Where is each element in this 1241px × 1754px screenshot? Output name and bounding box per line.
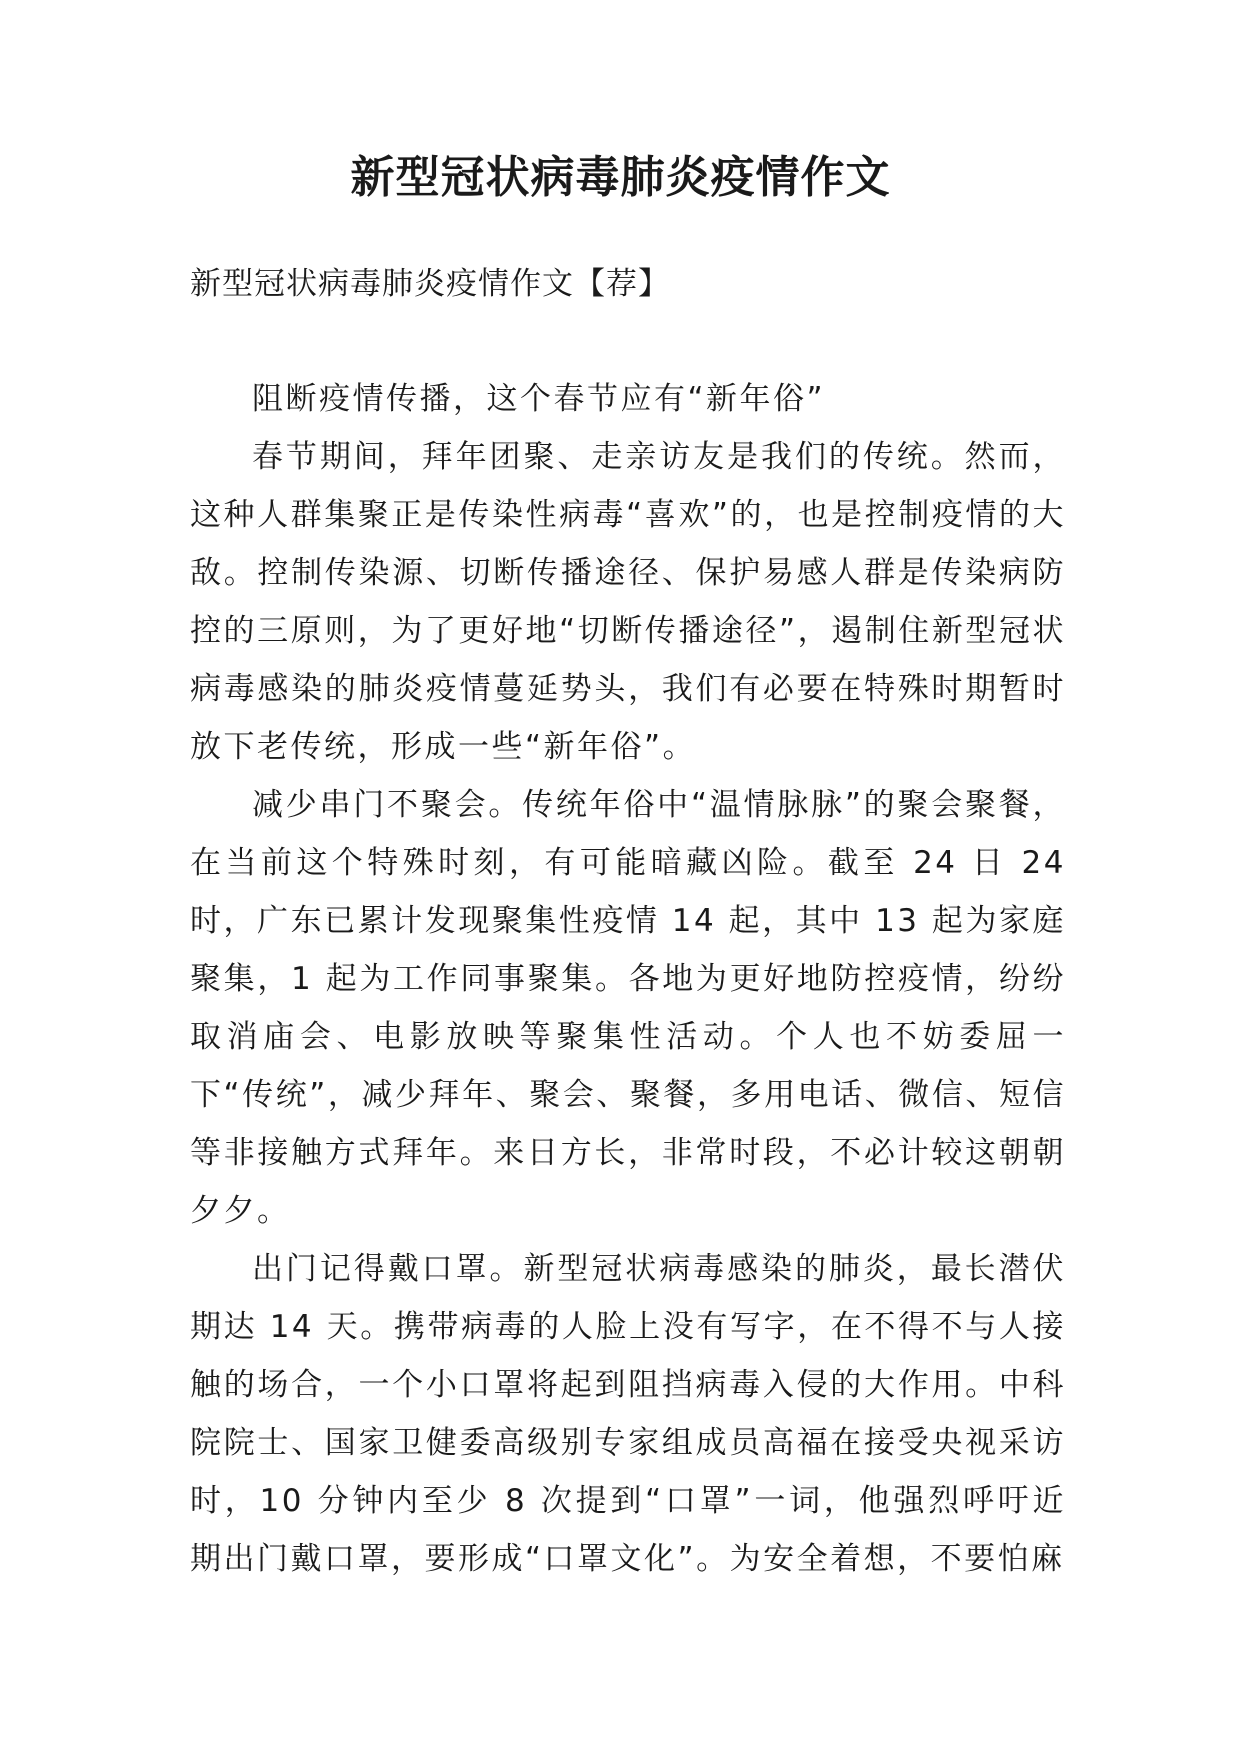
document-title: 新型冠状病毒肺炎疫情作文 — [350, 152, 891, 203]
paragraph: 减少串门不聚会。传统年俗中“温情脉脉”的聚会聚餐，在当前这个特殊时刻，有可能暗藏凶险。截至 24 日 24 时，广东已累计发现聚集性疫情 14 起，其中 13 起为家庭聚集，1 起为工作同事聚集。各地为更好地防控疫情，纷纷取消庙会、电影放映等聚集性活动。个人也不妨委屈一下“传统”，减少拜年、聚会、聚餐，多用电话、微信、短信等非接触方式拜年。来日方长，非常时段，不必计较这朝朝夕夕。 — [190, 787, 1066, 1229]
section-heading: 阻断疫情传播，这个春节应有“新年俗” — [252, 381, 826, 417]
document-body — [190, 370, 1066, 1588]
paragraph: 出门记得戴口罩。新型冠状病毒感染的肺炎，最长潜伏期达 14 天。携带病毒的人脸上没有写字，在不得不与人接触的场合，一个小口罩将起到阻挡病毒入侵的大作用。中科院院士、国家卫健委高级别专家组成员高福在接受央视采访时，10 分钟内至少 8 次提到“口罩”一词，他强烈呼吁近期出门戴口罩，要形成“口罩文化”。为安全着想，不要怕麻 — [190, 1251, 1066, 1577]
document-subtitle: 新型冠状病毒肺炎疫情作文【荐】 — [190, 266, 670, 302]
paragraph: 春节期间，拜年团聚、走亲访友是我们的传统。然而，这种人群集聚正是传染性病毒“喜欢”的，也是控制疫情的大敌。控制传染源、切断传播途径、保护易感人群是传染病防控的三原则，为了更好地“切断传播途径”，遏制住新型冠状病毒感染的肺炎疫情蔓延势头，我们有必要在特殊时期暂时放下老传统，形成一些“新年俗”。 — [190, 439, 1066, 765]
